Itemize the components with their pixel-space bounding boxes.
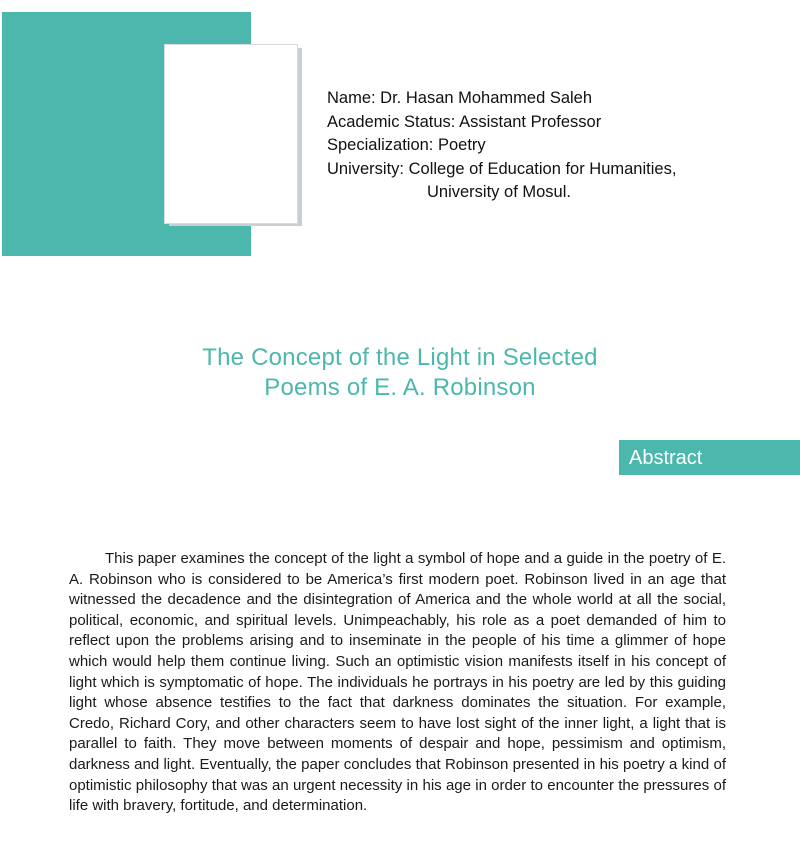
abstract-heading-bar — [619, 440, 800, 475]
paper-title-line-2: Poems of E. A. Robinson — [264, 374, 536, 401]
author-name: Name: Dr. Hasan Mohammed Saleh — [327, 89, 593, 107]
paper-title-line-1: The Concept of the Light in Selected — [202, 344, 598, 371]
paper-title — [0, 343, 800, 403]
author-university-continued: University of Mosul. — [427, 183, 571, 201]
abstract-body: This paper examines the concept of the light a symbol of hope and a guide in the poetry of E. A. Robinson who is considered to be America’s first modern poet. Robinson lived in an age that witnessed the decadence and the disintegration of America and the whole world at all the social, political, economic, and spiritual levels. Unimpeachably, his role as a poet demanded of him to reflect upon the problems arising and to inseminate in the people of his time a glimmer of hope which would help them continue living. Such an optimistic vision manifests itself in his concept of light which is symptomatic of hope. The individuals he portrays in his poetry are led by this guiding light whose absence testifies to the fact that darkness dominates the situation. For example, Credo, Richard Cory, and other characters seem to have lost sight of the inner light, a light that is parallel to faith. They move between moments of despair and hope, pessimism and optimism, darkness and light. Eventually, the paper concludes that Robinson presented in his poetry a kind of optimistic philosophy that was an urgent necessity in his age in order to encounter the pressures of life with bravery, fortitude, and determination. — [69, 550, 726, 815]
author-academic-status: Academic Status: Assistant Professor — [327, 112, 602, 131]
author-info — [327, 87, 676, 205]
abstract-heading: Abstract — [629, 447, 703, 469]
portrait-placeholder-icon — [164, 44, 298, 224]
author-specialization: Specialization: Poetry — [327, 136, 486, 154]
author-university: University: College of Education for Humanities, — [327, 159, 677, 178]
